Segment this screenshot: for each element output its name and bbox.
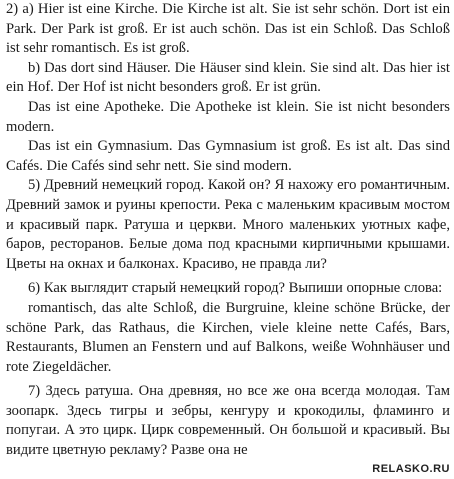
paragraph-2a: 2) a) Hier ist eine Kirche. Die Kirche ist alt. Sie ist sehr schön. Dort ist ein Park. Der Park ist groß. Er ist auch schön. Das ist ein Schloß. Das Schloß ist sehr romantisch. Es ist groß. [6, 1, 450, 57]
paragraph-5: 5) Древний немецкий город. Какой он? Я нахожу его романтичным. Древний замок и руины крепости. Река с маленьким красивым мостом и красивый парк. Ратуша и церкви. Много маленьких уютных кафе, баров, ресторанов. Белые дома под красными кирпичными крышами. Цветы на окнах и балконах. Красиво, не правда ли? [6, 177, 450, 272]
paragraph-2b: b) Das dort sind Häuser. Die Häuser sind klein. Sie sind alt. Das hier ist ein Hof. Der Hof ist nicht besonders groß. Er ist grün. [6, 59, 450, 96]
paragraph-6: 6) Как выглядит старый немецкий город? Выпиши опорные слова: [28, 280, 443, 297]
watermark: RELASKO.RU [372, 463, 450, 475]
paragraph-apotheke: Das ist eine Apotheke. Die Apotheke ist klein. Sie ist nicht besonders modern. [6, 98, 450, 135]
paragraph-keywords: romantisch, das alte Schloß, die Burgruine, kleine schöne Brücke, der schöne Park, das Rathaus, die Kirchen, viele kleine nette Cafés, Bars, Restaurants, Blumen an Fenstern und auf Balkons, weiße Wohnhäuser und rote Ziegeldächer. [6, 299, 450, 375]
textbook-page [6, 0, 450, 479]
paragraph-gymnasium: Das ist ein Gymnasium. Das Gymnasium ist groß. Es ist alt. Das sind Cafés. Die Cafés sind sehr nett. Sie sind modern. [6, 138, 450, 174]
paragraph-7: 7) Здесь ратуша. Она древняя, но все же она всегда молодая. Там зоопарк. Здесь тигры и зебры, кенгуру и крокодилы, фламинго и попугаи. А это цирк. Цирк современный. Он большой и красивый. Вы видите цветную рекламу? Разве она не [6, 383, 450, 459]
